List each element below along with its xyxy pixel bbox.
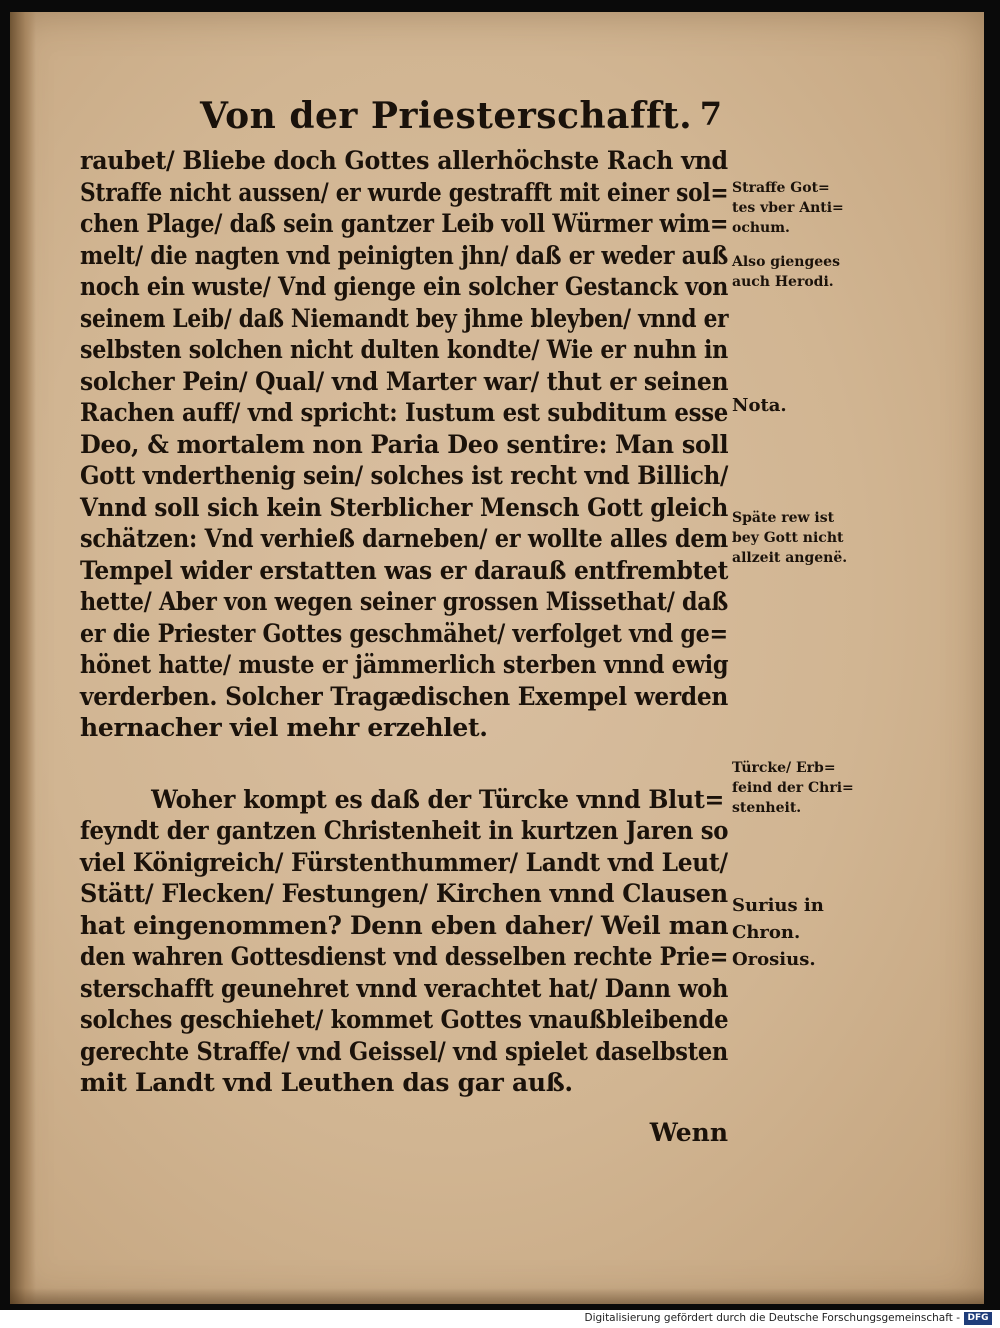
text-line: solcher Pein/ Qual/ vnd Marter war/ thut er seinen [80, 366, 729, 396]
text-line: er die Priester Gottes geschmähet/ verfolget vnd ge= [80, 618, 728, 648]
margin-note-spaete-rew [732, 508, 847, 568]
margin-note-line: Nota. [732, 395, 787, 416]
paragraph-gap [80, 744, 728, 784]
margin-note-line: tes vber Anti= [732, 200, 844, 216]
text-line: Woher kompt es daß der Türcke vnnd Blut= [151, 784, 725, 814]
margin-note-line: stenheit. [732, 800, 802, 816]
text-line: verderben. Solcher Tragædischen Exempel werden [80, 681, 729, 711]
text-line: schätzen: Vnd verhieß darneben/ er wollte alles dem [80, 524, 728, 553]
text-line: mit Landt vnd Leuthen das gar auß. [80, 1068, 573, 1097]
page-bottom-edge [10, 1288, 984, 1304]
margin-note-line: bey Gott nicht [732, 530, 844, 546]
digitization-footer [0, 1310, 1000, 1328]
text-line: feyndt der gantzen Christenheit in kurtzen Jaren so [80, 816, 729, 845]
margin-note-line: auch Herodi. [732, 274, 834, 290]
footer-credit: Digitalisierung gefördert durch die Deutsche Forschungsgemeinschaft - [584, 1312, 960, 1324]
text-line: noch ein wuste/ Vnd gienge ein solcher Gestanck von [80, 272, 729, 301]
text-line: hernacher viel mehr erzehlet. [80, 713, 488, 742]
margin-note-line: allzeit angenë. [732, 550, 848, 566]
running-title: Von der Priesterschafft. [200, 95, 693, 137]
paragraph-1 [80, 145, 728, 744]
text-line: Tempel wider erstatten was er darauß entfrembtet [80, 555, 729, 585]
margin-note-herodi [732, 252, 840, 292]
margin-note-line: Türcke/ Erb= [732, 760, 836, 776]
margin-note-tuercke [732, 758, 854, 818]
text-line: Deo, & mortalem non Paria Deo sentire: Man soll [80, 429, 729, 459]
page-number: 7 [699, 95, 722, 133]
text-line: viel Königreich/ Fürstenthummer/ Landt vnd Leut/ [80, 847, 728, 877]
margin-note-line: feind der Chri= [732, 780, 854, 796]
text-line: Vnnd soll sich kein Sterblicher Mensch Gott gleich [80, 492, 728, 522]
page-gutter-shadow [10, 12, 36, 1304]
margin-note-line: Surius in [732, 895, 824, 916]
text-line: melt/ die nagten vnd peinigten jhn/ daß er weder auß [80, 240, 729, 270]
dfg-logo: DFG [964, 1312, 992, 1325]
text-line: hette/ Aber von wegen seiner grossen Missethat/ daß [80, 587, 729, 616]
text-line: seinem Leib/ daß Niemandt bey jhme bleyben/ vnnd er [80, 303, 729, 333]
text-line: hat eingenommen? Denn eben daher/ Weil man [80, 910, 729, 940]
running-header [200, 95, 730, 137]
catchword: Wenn [649, 1118, 728, 1147]
text-line: Stätt/ Flecken/ Festungen/ Kirchen vnnd Clausen [80, 879, 728, 908]
text-line: raubet/ Bliebe doch Gottes allerhöchste Rach vnd [80, 146, 728, 175]
margin-note-line: Also giengees [732, 254, 840, 270]
text-line: Straffe nicht aussen/ er wurde gestrafft mit einer sol= [80, 177, 729, 207]
text-line: solches geschiehet/ kommet Gottes vnaußbleibende [80, 1005, 729, 1034]
main-text-block [80, 145, 728, 1099]
margin-note-line: Orosius. [732, 949, 816, 970]
margin-note-straffe [732, 178, 844, 238]
margin-note-line: ochum. [732, 220, 790, 236]
text-line: chen Plage/ daß sein gantzer Leib voll Würmer wim= [80, 209, 729, 238]
paragraph-2 [80, 784, 728, 1099]
margin-note-surius [732, 892, 824, 973]
margin-note-line: Chron. [732, 922, 801, 943]
text-line: hönet hatte/ muste er jämmerlich sterben vnnd ewig [80, 650, 729, 679]
text-line: Gott vnderthenig sein/ solches ist recht vnd Billich/ [80, 461, 729, 490]
text-line: gerechte Straffe/ vnd Geissel/ vnd spielet daselbsten [80, 1036, 729, 1066]
margin-note-line: Straffe Got= [732, 180, 830, 196]
margin-note-line: Späte rew ist [732, 510, 835, 526]
text-line: Rachen auff/ vnd spricht: Iustum est subditum esse [80, 398, 729, 427]
margin-note-nota [732, 392, 787, 419]
text-line: selbsten solchen nicht dulten kondte/ Wie er nuhn in [80, 335, 729, 364]
text-line: sterschafft geunehret vnnd verachtet hat/ Dann woh [80, 973, 729, 1003]
text-line: den wahren Gottesdienst vnd desselben rechte Prie= [80, 942, 729, 971]
